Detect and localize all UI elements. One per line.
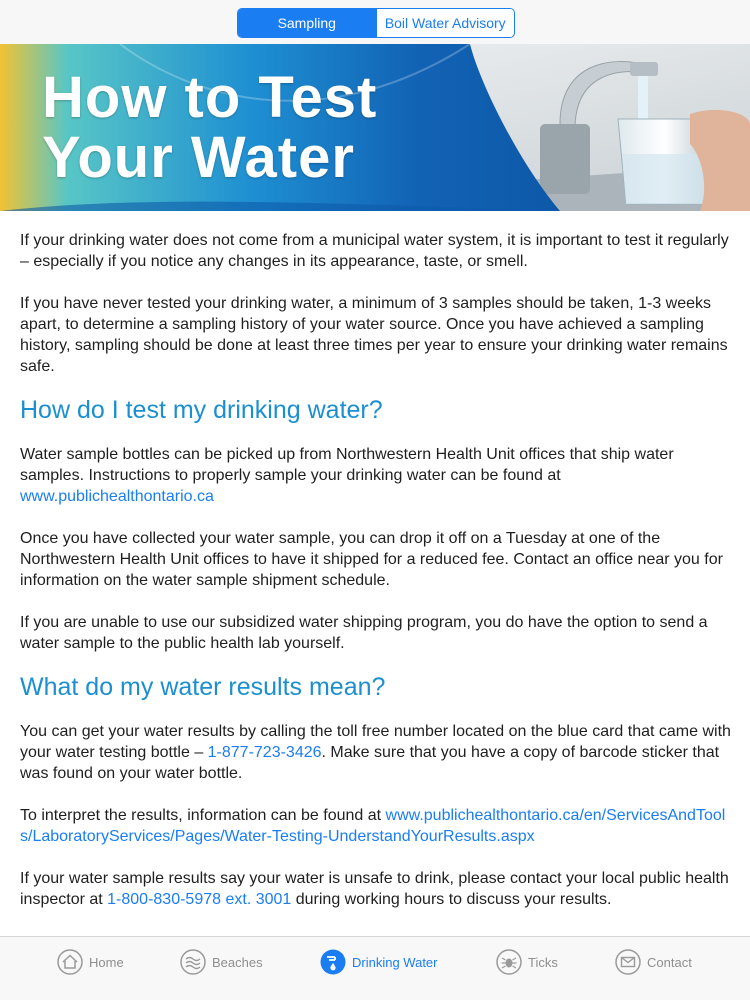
- top-bar: [0, 0, 750, 44]
- segmented-control: [237, 8, 515, 38]
- interpret-paragraph: To interpret the results, information can be found at www.publichealthontario.ca/en/ServicesAndTools/LaboratoryServices/Pages/Water-Testing-UnderstandYourResults.aspx: [20, 807, 726, 845]
- tab-drinking-water[interactable]: [320, 948, 437, 976]
- tab-ticks-label: Ticks: [528, 954, 558, 970]
- bottom-tab-bar: [0, 936, 750, 1000]
- hero-banner: [0, 44, 750, 211]
- unsafe-paragraph: If your water sample results say your water is unsafe to drink, please contact your local public health inspector at 1-800-830-5978 ext. 3001 during working hours to discuss your results.: [20, 870, 729, 908]
- inspector-phone-link[interactable]: 1-800-830-5978 ext. 3001: [107, 891, 292, 908]
- envelope-icon: [615, 949, 641, 975]
- segment-sampling[interactable]: Sampling: [238, 9, 376, 37]
- section-heading-results: What do my water results mean?: [20, 673, 386, 701]
- segment-boil-water-advisory[interactable]: Boil Water Advisory: [376, 9, 515, 37]
- tab-home-label: Home: [89, 954, 124, 970]
- tab-beaches[interactable]: [180, 948, 263, 976]
- shipping-paragraph: If you are unable to use our subsidized water shipping program, you do have the option to send a water sample to the public health lab yourself.: [20, 614, 708, 652]
- home-icon: [57, 949, 83, 975]
- intro-paragraph-2: If you have never tested your drinking water, a minimum of 3 samples should be taken, 1-3 weeks apart, to determine a sampling history of your water source. Once you have achieved a sampling history, sampling should be done at least three times per year to ensure your drinking water remains safe.: [20, 295, 728, 375]
- tab-contact-label: Contact: [647, 954, 692, 970]
- article-content: [20, 230, 732, 931]
- tab-drinking-water-label: Drinking Water: [352, 954, 438, 970]
- results-phone-paragraph: You can get your water results by calling the toll free number located on the blue card that came with your water testing bottle – 1-877-723-3426. Make sure that you have a copy of barcode sticker that was found on your water bottle.: [20, 723, 731, 782]
- dropoff-paragraph: Once you have collected your water sample, you can drop it off on a Tuesday at one of the Northwestern Health Unit offices to have it shipped for a reduced fee. Contact an office near you for information on the water sample shipment schedule.: [20, 530, 723, 589]
- toll-free-phone-link[interactable]: 1-877-723-3426: [207, 744, 322, 761]
- page-title: How to Test Your Water: [42, 65, 378, 190]
- tick-icon: [496, 949, 522, 975]
- tab-contact[interactable]: [615, 948, 692, 976]
- results-info-link[interactable]: www.publichealthontario.ca/en/ServicesAndTools/LaboratoryServices/Pages/Water-Testing-UnderstandYourResults.aspx: [20, 807, 726, 845]
- pickup-paragraph: Water sample bottles can be picked up from Northwestern Health Unit offices that ship water samples. Instructions to properly sample your drinking water can be found at www.publichealthontario.ca: [20, 446, 674, 505]
- tab-beaches-label: Beaches: [212, 954, 263, 970]
- intro-paragraph-1: If your drinking water does not come from a municipal water system, it is important to test it regularly – especially if you notice any changes in its appearance, taste, or smell.: [20, 232, 729, 270]
- water-drop-icon: [320, 949, 346, 975]
- beach-icon: [180, 949, 206, 975]
- tab-ticks[interactable]: [496, 948, 558, 976]
- tab-home[interactable]: [57, 948, 124, 976]
- publichealthontario-link[interactable]: www.publichealthontario.ca: [20, 488, 214, 505]
- section-heading-test-water: How do I test my drinking water?: [20, 396, 383, 424]
